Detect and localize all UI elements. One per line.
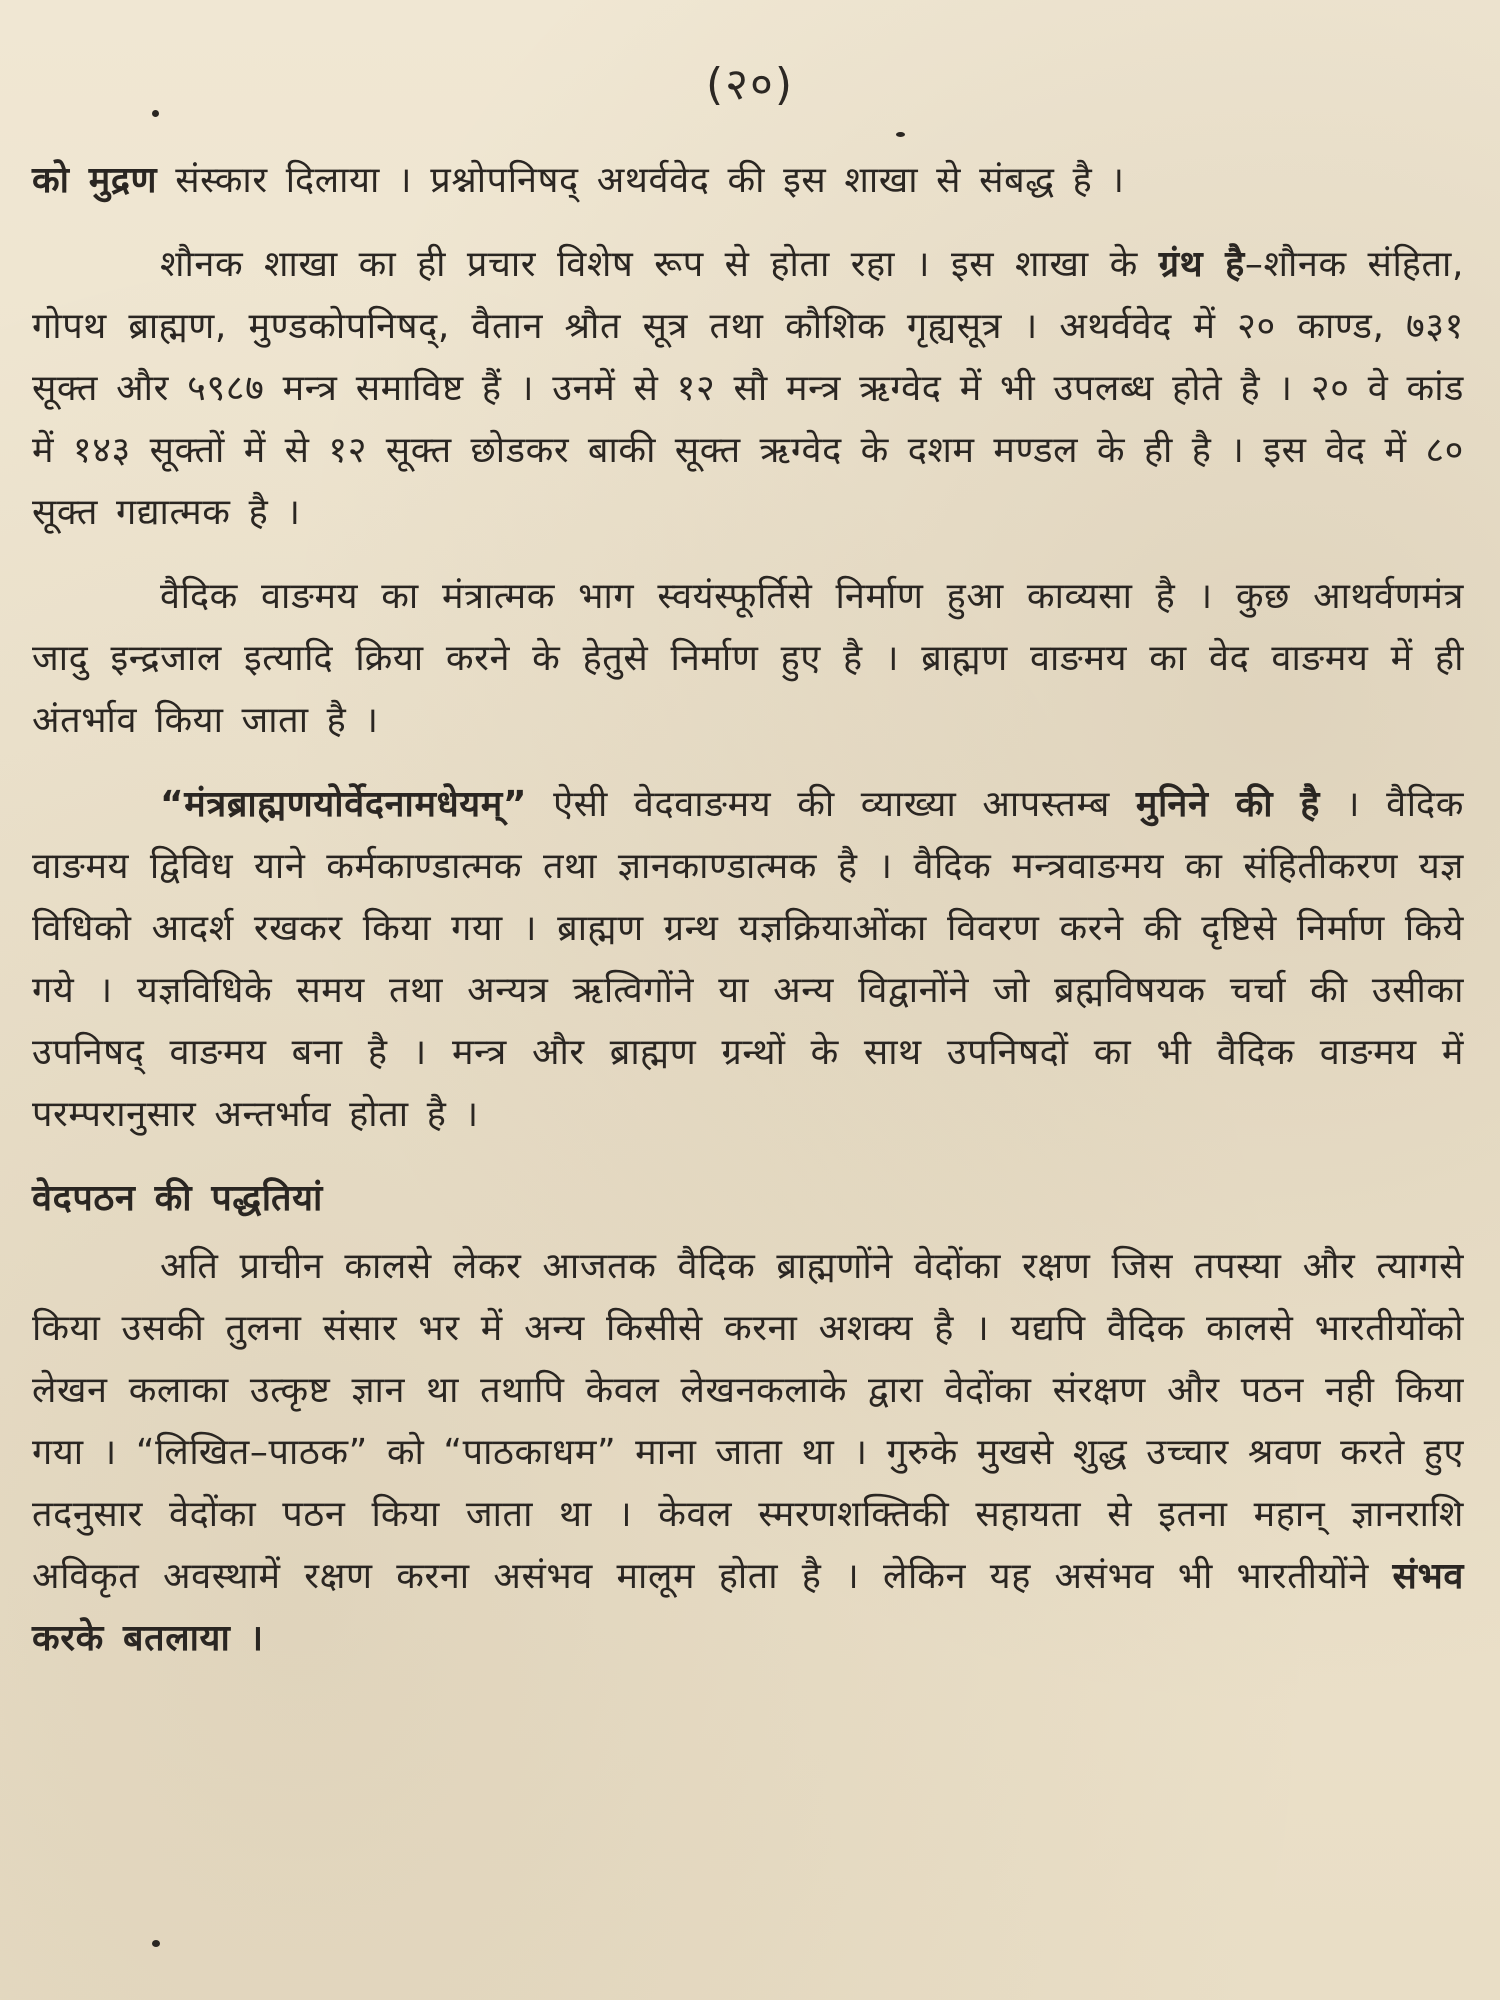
ink-speck	[152, 110, 159, 117]
paragraph-4-quote: “मंत्रब्राह्मणयोर्वेदनामधेयम्”	[160, 784, 528, 825]
paragraph-2-text-a: शौनक शाखा का ही प्रचार विशेष रूप से होता रहा । इस शाखा के	[160, 244, 1159, 285]
paragraph-1-text: संस्कार दिलाया । प्रश्नोपनिषद् अथर्ववेद की इस शाखा से संबद्ध है ।	[157, 160, 1125, 201]
paragraph-5-text: अति प्राचीन कालसे लेकर आजतक वैदिक ब्राह्मणोंने वेदोंका रक्षण जिस तपस्या और त्यागसे किया उसकी तुलना संसार भर में अन्य किसीसे करना अशक्य है । यद्यपि वैदिक कालसे भारतीयोंको लेखन कलाका उत्कृष्ट ज्ञान था तथापि केवल लेखनकलाके द्वारा वेदोंका संरक्षण और पठन नही किया गया । “लिखित–पाठक” को “पाठकाधम” माना जाता था । गुरुके मुखसे शुद्ध उच्चार श्रवण करते हुए तदनुसार वेदोंका पठन किया जाता था । केवल स्मरणशक्तिकी सहायता से इतना महान् ज्ञानराशि अविकृत अवस्थामें रक्षण करना असंभव मालूम होता है । लेकिन यह असंभव भी भारतीयोंने	[32, 1246, 1465, 1597]
paragraph-3-text: वैदिक वाङमय का मंत्रात्मक भाग स्वयंस्फूर्तिसे निर्माण हुआ काव्यसा है । कुछ आथर्वणमंत्र जादु इन्द्रजाल इत्यादि क्रिया करने के हेतुसे निर्माण हुए है । ब्राह्मण वाङमय का वेद वाङमय में ही अंतर्भाव किया जाता है ।	[32, 576, 1464, 741]
paragraph-1-bold: को मुद्रण	[32, 160, 158, 201]
paragraph-4-text-a: ऐसी वेदवाङमय की व्याख्या आपस्तम्ब	[527, 784, 1136, 825]
paragraph-4	[32, 774, 1464, 1146]
ink-speck	[152, 1940, 160, 1947]
ink-speck	[896, 132, 905, 137]
paragraph-2-text-b: –शौनक संहिता, गोपथ ब्राह्मण, मुण्डकोपनिषद्, वैतान श्रौत सूत्र तथा कौशिक गृह्यसूत्र । अथर्ववेद में २० काण्ड, ७३१ सूक्त और ५९८७ मन्त्र समाविष्ट हैं । उनमें से १२ सौ मन्त्र ऋग्वेद में भी उपलब्ध होते है । २० वे कांड में १४३ सूक्तों में से १२ सूक्त छोडकर बाकी सूक्त ऋग्वेद के दशम मण्डल के ही है । इस वेद में ८० सूक्त गद्यात्मक है ।	[32, 244, 1465, 533]
paragraph-3	[32, 566, 1464, 752]
paragraph-2-bold: ग्रंथ है	[1158, 244, 1245, 285]
paragraph-4-text-b: । वैदिक वाङमय द्विविध याने कर्मकाण्डात्मक तथा ज्ञानकाण्डात्मक है । वैदिक मन्त्रवाङमय का संहितीकरण यज्ञ विधिको आदर्श रखकर किया गया । ब्राह्मण ग्रन्थ यज्ञक्रियाओंका विवरण करने की दृष्टिसे निर्माण किये गये । यज्ञविधिके समय तथा अन्यत्र ऋत्विगोंने या अन्य विद्वानोंने जो ब्रह्मविषयक चर्चा की उसीका उपनिषद् वाङमय बना है । मन्त्र और ब्राह्मण ग्रन्थों के साथ उपनिषदों का भी वैदिक वाङमय में परम्परानुसार अन्तर्भाव होता है ।	[32, 784, 1464, 1135]
paragraph-2	[32, 234, 1464, 544]
paragraph-5-bold: संभव करके बतलाया ।	[32, 1556, 1464, 1659]
paragraph-4-bold: मुनिने की है	[1135, 784, 1320, 825]
paragraph-1	[32, 150, 1464, 212]
section-heading: वेदपठन की पद्धतियां	[32, 1178, 323, 1219]
paragraph-5	[32, 1236, 1464, 1670]
page-number: (२०)	[705, 59, 795, 110]
main-text	[32, 150, 1464, 1670]
